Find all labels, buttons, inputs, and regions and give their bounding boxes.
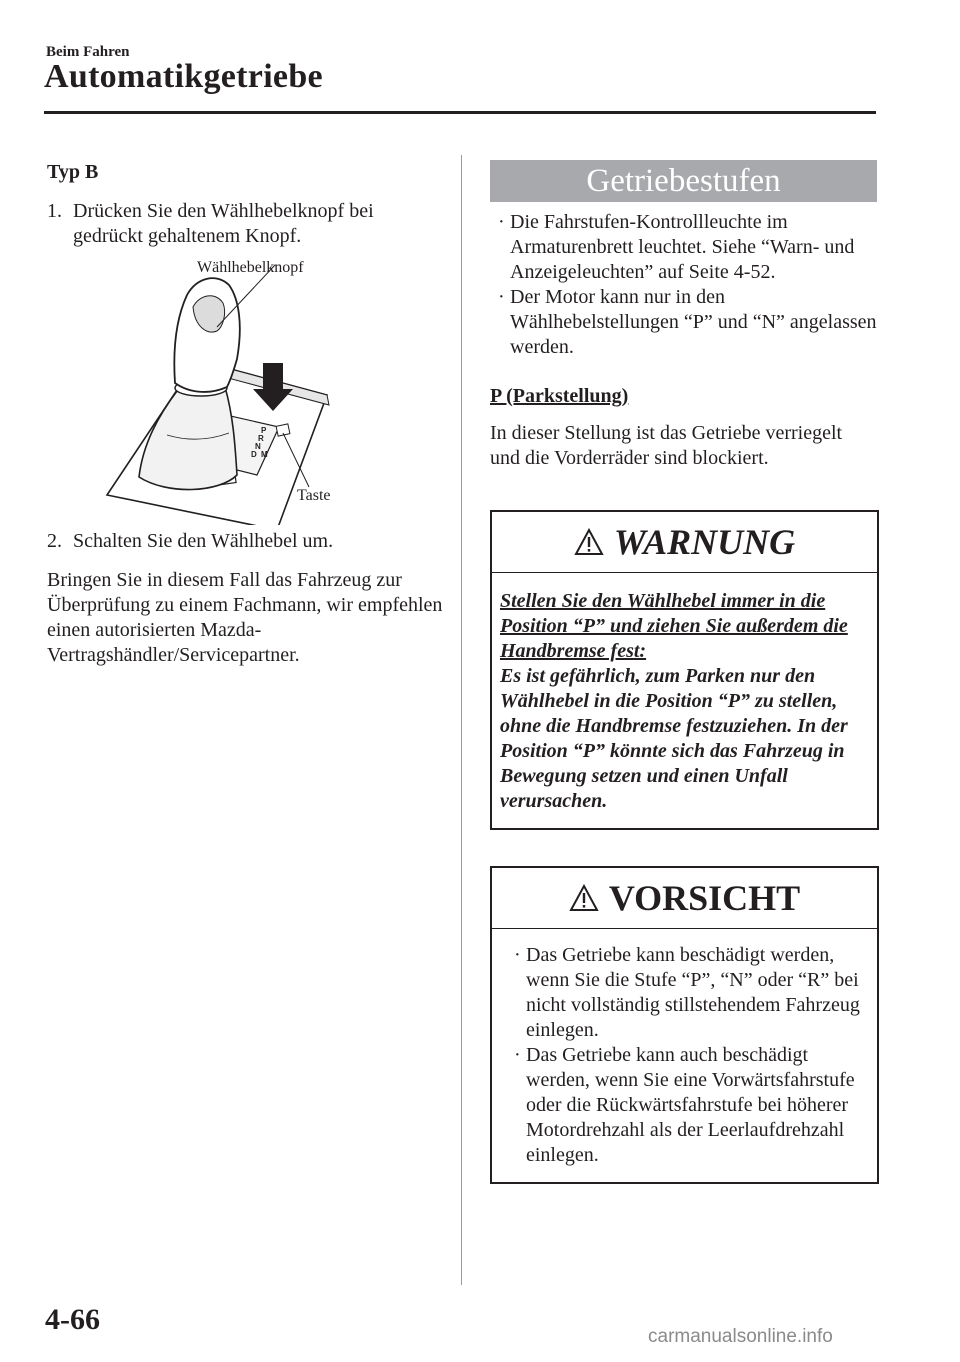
watermark: carmanualsonline.info xyxy=(648,1326,833,1347)
caution-item xyxy=(506,1043,867,1168)
caution-body xyxy=(492,929,877,1182)
label-selector-knob: Wählhebelknopf xyxy=(197,259,304,276)
gear-lever-illustration xyxy=(47,255,447,525)
warning-triangle-icon xyxy=(574,528,604,556)
warning-body xyxy=(492,573,877,828)
step-2 xyxy=(47,529,447,554)
header-rule xyxy=(44,111,876,114)
gate-letter-r: R xyxy=(258,434,264,443)
gate-letter-p: P xyxy=(261,426,267,435)
page-title: Automatikgetriebe xyxy=(44,58,323,95)
service-paragraph: Bringen Sie in diesem Fall das Fahrzeug zur Überprüfung zu einem Fachmann, wir empfehlen einen autorisierten Mazda-Vertragshändler/Servicepartner. xyxy=(47,569,443,666)
bullet-dot: · xyxy=(498,286,505,308)
right-column xyxy=(490,160,877,471)
step-2-number: 2. xyxy=(47,530,62,552)
warning-title: WARNUNG xyxy=(613,522,796,562)
page-number: 4-66 xyxy=(45,1303,100,1336)
bullet-dot: · xyxy=(514,944,521,966)
gear-selector-figure xyxy=(47,255,447,525)
step-1-number: 1. xyxy=(47,200,62,222)
bullet-dot: · xyxy=(514,1044,521,1066)
bullet-text: Die Fahrstufen-Kontrollleuchte im Armaturenbrett leuchtet. Siehe “Warn- und Anzeigeleuchten” auf Seite 4-52. xyxy=(510,211,855,283)
bullet-item xyxy=(490,285,877,360)
bullet-dot: · xyxy=(498,211,505,233)
step-1 xyxy=(47,199,447,249)
bullet-item xyxy=(490,210,877,285)
gate-letter-d: D xyxy=(251,450,257,459)
column-divider xyxy=(461,155,462,1285)
park-text: In dieser Stellung ist das Getriebe verriegelt und die Vorderräder sind blockiert. xyxy=(490,422,843,469)
caution-item-text: Das Getriebe kann auch beschädigt werden, wenn Sie eine Vorwärtsfahrstufe oder die Rückwärtsfahrstufe bei höherer Motordrehzahl als der Leerlaufdrehzahl einlegen. xyxy=(526,1044,855,1166)
section-label: Beim Fahren xyxy=(46,44,130,60)
warning-box xyxy=(490,510,879,830)
caution-box xyxy=(490,866,879,1184)
caution-triangle-icon xyxy=(569,884,599,912)
park-heading: P (Parkstellung) xyxy=(490,385,629,407)
caution-header xyxy=(492,868,877,929)
warning-header xyxy=(492,512,877,573)
warning-instruction: Stellen Sie den Wählhebel immer in die Position “P” und ziehen Sie außerdem die Handbremse fest: xyxy=(500,590,848,662)
step-2-text: Schalten Sie den Wählhebel um. xyxy=(73,530,334,552)
label-button: Taste xyxy=(297,487,331,504)
caution-item xyxy=(506,943,867,1043)
caution-item-text: Das Getriebe kann beschädigt werden, wenn Sie die Stufe “P”, “N” oder “R” bei nicht vollständig stillstehendem Fahrzeug einlegen. xyxy=(526,944,860,1041)
bullet-text: Der Motor kann nur in den Wählhebelstellungen “P” und “N” angelassen werden. xyxy=(510,286,877,358)
type-heading: Typ B xyxy=(47,161,99,183)
gate-letter-n: N xyxy=(255,442,261,451)
step-1-text: Drücken Sie den Wählhebelknopf bei gedrückt gehaltenem Knopf. xyxy=(73,200,374,247)
left-column xyxy=(47,160,447,668)
section-banner: Getriebestufen xyxy=(490,160,877,202)
caution-title: VORSICHT xyxy=(608,878,801,918)
warning-text: Es ist gefährlich, zum Parken nur den Wählhebel in die Position “P” zu stellen, ohne die Handbremse festzuziehen. In der Position “P” könnte sich das Fahrzeug in Bewegung setzen und einen Unfall verursachen. xyxy=(500,665,848,812)
gate-letter-m: M xyxy=(261,450,268,459)
